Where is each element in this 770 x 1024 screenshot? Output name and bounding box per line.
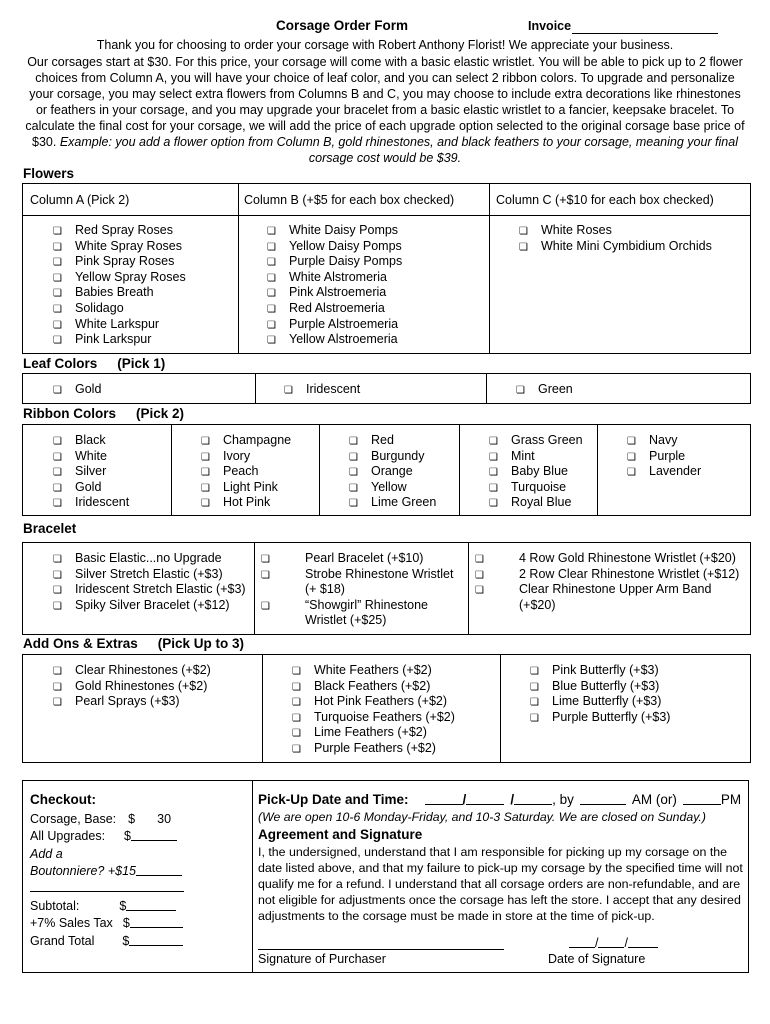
option-item[interactable]: [53, 464, 129, 480]
ribbon-col-4: [489, 433, 583, 511]
checkbox-icon[interactable]: ❏: [267, 319, 276, 331]
option-label: Turquoise: [511, 479, 567, 494]
pickup-day-field[interactable]: [466, 793, 504, 805]
option-label: Burgundy: [371, 448, 425, 463]
ribbon-col-3: [349, 433, 436, 511]
checkbox-icon[interactable]: ❏: [475, 569, 484, 581]
option-item[interactable]: [53, 694, 211, 710]
pickup-pm-field[interactable]: [683, 793, 721, 805]
option-item[interactable]: [475, 582, 747, 613]
boutonniere-line-1: Add a: [30, 847, 63, 861]
addons-col-3: [530, 663, 670, 725]
leaf-colors-title: Leaf Colors (Pick 1): [23, 356, 166, 371]
agreement-text: I, the undersigned, understand that I am responsible for picking up my corsage on the date listed above, and that my failure to pick-up my corsage by the specified time will not qualify me for a refund. I understand that all corsage orders are non-refundable, and are not eligible for adjustments once the corsage has left the store. I accept that any desired adjustments to the corsage must be made in store at the time of pick-up.: [258, 845, 743, 923]
option-item[interactable]: [201, 495, 291, 511]
thank-you-text: Thank you for choosing to order your corsage with Robert Anthony Florist! We appreciate your business.: [96, 38, 674, 52]
checkbox-icon[interactable]: ❏: [349, 451, 358, 463]
checkbox-icon[interactable]: ❏: [267, 257, 276, 269]
option-label: Black: [75, 433, 106, 447]
option-label: Babies Breath: [75, 285, 154, 300]
option-label: Green: [538, 382, 573, 396]
option-item[interactable]: [349, 449, 436, 465]
option-label: Red: [371, 433, 394, 447]
intro-paragraph: [22, 54, 748, 166]
leaf-colors-table: [22, 373, 751, 404]
option-item[interactable]: [53, 582, 248, 598]
option-label: Silver: [75, 464, 107, 479]
option-label: Purple Daisy Pomps: [289, 254, 403, 269]
option-label: Black Feathers (+$2): [314, 678, 431, 693]
option-label: Yellow Alstroemeria: [289, 332, 398, 347]
option-item[interactable]: [53, 567, 248, 583]
signature-date-row: / /: [569, 936, 658, 950]
option-label: Spiky Silver Bracelet (+$12): [75, 597, 230, 612]
option-item[interactable]: [349, 464, 436, 480]
checkbox-icon[interactable]: ❏: [53, 272, 62, 284]
option-item[interactable]: [489, 480, 583, 496]
checkbox-icon[interactable]: ❏: [349, 436, 358, 447]
checkbox-icon[interactable]: ❏: [530, 712, 539, 724]
checkbox-icon[interactable]: ❏: [627, 436, 636, 447]
option-item[interactable]: [284, 382, 360, 398]
checkout-section: [22, 780, 749, 973]
option-item[interactable]: [530, 710, 670, 726]
checkbox-icon[interactable]: ❏: [53, 451, 62, 463]
date-of-signature-label: Date of Signature: [548, 952, 646, 966]
option-item[interactable]: [292, 679, 455, 695]
option-label: Clear Rhinestones (+$2): [75, 663, 211, 677]
option-item[interactable]: [261, 566, 463, 598]
option-label: Grass Green: [511, 433, 583, 447]
boutonniere-field[interactable]: [136, 864, 182, 876]
checkbox-icon[interactable]: ❏: [292, 728, 301, 740]
addons-table: [22, 654, 751, 763]
option-item[interactable]: [475, 551, 747, 567]
option-label: Gold: [75, 479, 102, 494]
option-item[interactable]: [53, 301, 186, 317]
checkbox-icon[interactable]: ❏: [53, 303, 62, 315]
option-label: Pink Larkspur: [75, 332, 152, 347]
leaf-option-gold: [53, 382, 101, 398]
column-b-header: Column B (+$5 for each box checked): [244, 193, 455, 207]
option-item[interactable]: [53, 679, 211, 695]
option-item[interactable]: [267, 254, 402, 270]
checkbox-icon[interactable]: ❏: [53, 319, 62, 331]
option-label: Navy: [649, 433, 678, 447]
option-label: Clear Rhinestone Upper Arm Band (+$20): [519, 582, 712, 612]
checkbox-icon[interactable]: ❏: [201, 482, 210, 494]
checkbox-icon[interactable]: ❏: [53, 482, 62, 494]
option-label: White Daisy Pomps: [289, 223, 399, 237]
checkbox-icon[interactable]: ❏: [53, 257, 62, 269]
checkbox-icon[interactable]: ❏: [267, 303, 276, 315]
option-label: Yellow: [371, 479, 407, 494]
option-item[interactable]: [53, 254, 186, 270]
addons-col-2: [292, 663, 455, 757]
option-label: Silver Stretch Elastic (+$3): [75, 566, 223, 581]
sig-year-field[interactable]: [628, 936, 658, 948]
option-label: Purple: [649, 448, 686, 463]
option-item[interactable]: [267, 285, 402, 301]
ribbon-col-1: [53, 433, 129, 511]
checkbox-icon[interactable]: ❏: [516, 385, 525, 396]
option-label: Orange: [371, 464, 413, 479]
checkbox-icon[interactable]: ❏: [267, 226, 276, 237]
checkbox-icon[interactable]: ❏: [53, 385, 62, 396]
option-label: Solidago: [75, 300, 124, 315]
option-item[interactable]: [53, 285, 186, 301]
checkbox-icon[interactable]: ❏: [201, 436, 210, 447]
checkbox-icon[interactable]: ❏: [627, 451, 636, 463]
pickup-am-field[interactable]: [580, 793, 626, 805]
checkbox-icon[interactable]: ❏: [53, 554, 62, 565]
option-item[interactable]: [530, 679, 670, 695]
option-label: Iridescent: [306, 382, 361, 396]
option-label: White Larkspur: [75, 316, 160, 331]
option-item[interactable]: [267, 301, 402, 317]
base-price-value: 30: [157, 812, 172, 826]
option-label: Basic Elastic...no Upgrade: [75, 551, 222, 565]
option-label: Purple Butterfly (+$3): [552, 709, 671, 724]
ribbon-col-2: [201, 433, 291, 511]
option-item[interactable]: [53, 223, 186, 239]
option-label: Pink Butterfly (+$3): [552, 663, 659, 677]
option-item[interactable]: [53, 332, 186, 348]
tax-field[interactable]: [130, 916, 183, 928]
option-item[interactable]: [267, 223, 402, 239]
option-label: Strobe Rhinestone Wristlet (+ $18): [305, 566, 454, 597]
checkbox-icon[interactable]: ❏: [53, 697, 62, 709]
option-label: Hot Pink: [223, 495, 271, 510]
checkbox-icon[interactable]: ❏: [489, 436, 498, 447]
invoice-field[interactable]: [572, 33, 718, 34]
option-item[interactable]: [489, 495, 583, 511]
column-a-header: Column A (Pick 2): [30, 193, 130, 207]
option-item[interactable]: [475, 566, 747, 583]
option-label: Peach: [223, 464, 259, 479]
option-label: White Feathers (+$2): [314, 663, 432, 677]
checkbox-icon[interactable]: ❏: [349, 498, 358, 510]
option-label: Yellow Spray Roses: [75, 269, 186, 284]
checkbox-icon[interactable]: ❏: [53, 585, 62, 597]
option-label: Lime Green: [371, 495, 437, 510]
checkbox-icon[interactable]: ❏: [53, 467, 62, 479]
option-label: White: [75, 448, 107, 463]
option-item[interactable]: [267, 270, 402, 286]
option-label: White Mini Cymbidium Orchids: [541, 238, 712, 253]
checkbox-icon[interactable]: ❏: [292, 712, 301, 724]
option-label: “Showgirl” Rhinestone Wristlet (+$25): [305, 597, 428, 628]
option-item[interactable]: [292, 725, 455, 741]
option-label: Lime Butterfly (+$3): [552, 694, 662, 709]
bracelet-title: Bracelet: [23, 521, 77, 536]
upgrades-field[interactable]: [131, 829, 177, 841]
column-c-list: [519, 223, 712, 254]
flowers-title: Flowers: [23, 166, 75, 181]
option-label: Pink Spray Roses: [75, 254, 175, 269]
option-item[interactable]: [530, 694, 670, 710]
option-label: 2 Row Clear Rhinestone Wristlet (+$12): [519, 566, 740, 581]
checkbox-icon[interactable]: ❏: [53, 498, 62, 510]
invoice-label: Invoice: [528, 19, 572, 33]
option-item[interactable]: [201, 464, 291, 480]
option-item[interactable]: [53, 239, 186, 255]
checkbox-icon[interactable]: ❏: [261, 600, 270, 612]
checkout-title: Checkout:: [30, 792, 97, 807]
checkbox-icon[interactable]: ❏: [267, 241, 276, 253]
option-item[interactable]: [53, 551, 248, 567]
option-label: Ivory: [223, 448, 251, 463]
checkbox-icon[interactable]: ❏: [530, 681, 539, 693]
option-label: Purple Feathers (+$2): [314, 740, 436, 755]
signature-field[interactable]: [258, 949, 504, 950]
checkbox-icon[interactable]: ❏: [53, 335, 62, 347]
option-item[interactable]: [292, 694, 455, 710]
subtotal-row: Subtotal: $: [30, 899, 176, 913]
option-item[interactable]: [53, 495, 129, 511]
grand-total-field[interactable]: [129, 934, 183, 946]
form-title: Corsage Order Form: [276, 18, 409, 33]
subtotal-field[interactable]: [126, 899, 176, 911]
column-c-header: Column C (+$10 for each box checked): [496, 193, 714, 207]
option-label: Mint: [511, 448, 535, 463]
option-item[interactable]: [519, 223, 712, 239]
option-item[interactable]: [292, 663, 455, 679]
title-row: [0, 18, 770, 36]
pickup-row: Pick-Up Date and Time: / / , by AM (or) PM: [258, 792, 742, 807]
option-item[interactable]: [349, 495, 436, 511]
option-item[interactable]: [627, 449, 701, 465]
option-label: Hot Pink Feathers (+$2): [314, 694, 448, 709]
checkbox-icon[interactable]: ❏: [261, 554, 270, 565]
option-item[interactable]: [53, 663, 211, 679]
intro-example: Example: you add a flower option from Column B, gold rhinestones, and black feathers to your corsage, meaning your final corsage cost would be $39.: [59, 135, 738, 165]
checkbox-icon[interactable]: ❏: [201, 467, 210, 479]
option-label: Royal Blue: [511, 495, 572, 510]
upgrades-row: All Upgrades: $: [30, 829, 177, 843]
checkbox-icon[interactable]: ❏: [292, 681, 301, 693]
option-label: Turquoise Feathers (+$2): [314, 709, 455, 724]
option-label: Blue Butterfly (+$3): [552, 678, 660, 693]
option-label: Purple Alstroemeria: [289, 316, 399, 331]
base-price-row: Corsage, Base: $ 30: [30, 812, 172, 826]
checkbox-icon[interactable]: ❏: [53, 241, 62, 253]
option-item[interactable]: [261, 551, 463, 567]
store-hours: (We are open 10-6 Monday-Friday, and 10-3 Saturday. We are closed on Sunday.): [258, 810, 706, 824]
option-label: Light Pink: [223, 479, 278, 494]
checkbox-icon[interactable]: ❏: [292, 666, 301, 677]
checkbox-icon[interactable]: ❏: [489, 451, 498, 463]
checkbox-icon[interactable]: ❏: [489, 498, 498, 510]
checkbox-icon[interactable]: ❏: [53, 681, 62, 693]
checkbox-icon[interactable]: ❏: [201, 451, 210, 463]
option-label: Pink Alstroemeria: [289, 285, 387, 300]
checkbox-icon[interactable]: ❏: [627, 467, 636, 479]
option-label: Lavender: [649, 464, 702, 479]
option-item[interactable]: [267, 332, 402, 348]
checkbox-icon[interactable]: ❏: [349, 482, 358, 494]
option-label: Lime Feathers (+$2): [314, 725, 427, 740]
option-item[interactable]: [292, 710, 455, 726]
option-item[interactable]: [267, 239, 402, 255]
option-label: Iridescent Stretch Elastic (+$3): [75, 582, 246, 597]
option-label: White Alstromeria: [289, 269, 387, 284]
checkbox-icon[interactable]: ❏: [53, 226, 62, 237]
pickup-year-field[interactable]: [514, 793, 552, 805]
ribbon-colors-title: Ribbon Colors (Pick 2): [23, 406, 185, 421]
addons-title: Add Ons & Extras (Pick Up to 3): [23, 636, 245, 651]
option-label: Iridescent: [75, 495, 130, 510]
leaf-option-iridescent: [284, 382, 360, 398]
option-item[interactable]: [292, 741, 455, 757]
ribbon-col-5: [627, 433, 701, 480]
option-item[interactable]: [53, 433, 129, 449]
option-item[interactable]: [627, 464, 701, 480]
option-item[interactable]: [349, 480, 436, 496]
option-label: Yellow Daisy Pomps: [289, 238, 402, 253]
option-item[interactable]: [53, 317, 186, 333]
checkbox-icon[interactable]: ❏: [53, 569, 62, 581]
option-label: Red Spray Roses: [75, 223, 173, 237]
checkbox-icon[interactable]: ❏: [519, 226, 528, 237]
checkbox-icon[interactable]: ❏: [201, 498, 210, 510]
leaf-option-green: [516, 382, 573, 398]
checkbox-icon[interactable]: ❏: [475, 554, 484, 565]
option-item[interactable]: [519, 239, 712, 255]
bracelet-col-2: [261, 551, 463, 629]
checkbox-icon[interactable]: ❏: [475, 585, 484, 597]
pickup-month-field[interactable]: [425, 793, 463, 805]
checkbox-icon[interactable]: ❏: [489, 482, 498, 494]
bracelet-table: [22, 542, 751, 635]
grand-total-row: Grand Total $: [30, 934, 183, 948]
option-item[interactable]: [267, 317, 402, 333]
intro-body: Our corsages start at $30. For this price, your corsage will come with a basic elastic wristlet. You will be able to pick up to 2 flower choices from Column A, you will have your choice of leaf color, and you can select 2 ribbon colors. To upgrade and personalize your corsage, you may select extra flowers from Columns B and C, you may choose to include extra decorations like rhinestones or feathers in your corsage, and you may upgrade your bracelet from a basic elastic wristlet to a fancier, keepsake bracelet. To calculate the final cost for your corsage, we will add the price of each upgrade option selected to the original corsage base price of $30.: [25, 55, 745, 149]
checkbox-icon[interactable]: ❏: [53, 436, 62, 447]
checkbox-icon[interactable]: ❏: [261, 569, 270, 581]
checkbox-icon[interactable]: ❏: [53, 288, 62, 300]
bracelet-col-1: [53, 551, 248, 613]
option-label: Pearl Bracelet (+$10): [305, 551, 424, 565]
flowers-table: [22, 183, 751, 354]
agreement-title: Agreement and Signature: [258, 827, 423, 842]
checkbox-icon[interactable]: ❏: [349, 467, 358, 479]
option-label: Baby Blue: [511, 464, 568, 479]
checkbox-icon[interactable]: ❏: [530, 666, 539, 677]
option-item[interactable]: [261, 597, 463, 629]
signature-label: Signature of Purchaser: [258, 952, 386, 966]
bracelet-col-3: [475, 551, 747, 613]
option-item[interactable]: [53, 480, 129, 496]
option-label: Gold: [75, 382, 102, 396]
option-label: 4 Row Gold Rhinestone Wristlet (+$20): [519, 551, 736, 565]
checkbox-icon[interactable]: ❏: [292, 743, 301, 755]
option-item[interactable]: [349, 433, 436, 449]
boutonniere-row: Boutonniere? +$15: [30, 864, 182, 878]
ribbon-colors-table: [22, 424, 751, 516]
divider-line: [30, 891, 184, 892]
option-item[interactable]: [53, 382, 101, 398]
checkbox-icon[interactable]: ❏: [530, 697, 539, 709]
option-label: White Spray Roses: [75, 238, 182, 253]
option-item[interactable]: [530, 663, 670, 679]
checkbox-icon[interactable]: ❏: [519, 241, 528, 253]
option-item[interactable]: [53, 270, 186, 286]
checkbox-icon[interactable]: ❏: [284, 385, 293, 396]
option-item[interactable]: [53, 449, 129, 465]
option-item[interactable]: [489, 464, 583, 480]
option-label: White Roses: [541, 223, 612, 237]
addons-col-1: [53, 663, 211, 710]
tax-row: +7% Sales Tax $: [30, 916, 183, 930]
option-item[interactable]: [201, 449, 291, 465]
column-b-list: [267, 223, 402, 348]
option-item[interactable]: [201, 480, 291, 496]
option-item[interactable]: [489, 449, 583, 465]
option-label: Gold Rhinestones (+$2): [75, 678, 208, 693]
checkbox-icon[interactable]: ❏: [489, 467, 498, 479]
option-label: Pearl Sprays (+$3): [75, 694, 180, 709]
checkbox-icon[interactable]: ❏: [267, 288, 276, 300]
checkbox-icon[interactable]: ❏: [53, 600, 62, 612]
option-item[interactable]: [627, 433, 701, 449]
checkbox-icon[interactable]: ❏: [292, 697, 301, 709]
checkbox-icon[interactable]: ❏: [53, 666, 62, 677]
option-item[interactable]: [53, 598, 248, 614]
sig-month-field[interactable]: [569, 936, 595, 948]
checkbox-icon[interactable]: ❏: [267, 272, 276, 284]
option-label: Champagne: [223, 433, 292, 447]
option-item[interactable]: [201, 433, 291, 449]
option-item[interactable]: [516, 382, 573, 398]
checkbox-icon[interactable]: ❏: [267, 335, 276, 347]
option-label: Red Alstroemeria: [289, 300, 385, 315]
sig-day-field[interactable]: [598, 936, 624, 948]
column-a-list: [53, 223, 186, 348]
option-item[interactable]: [489, 433, 583, 449]
